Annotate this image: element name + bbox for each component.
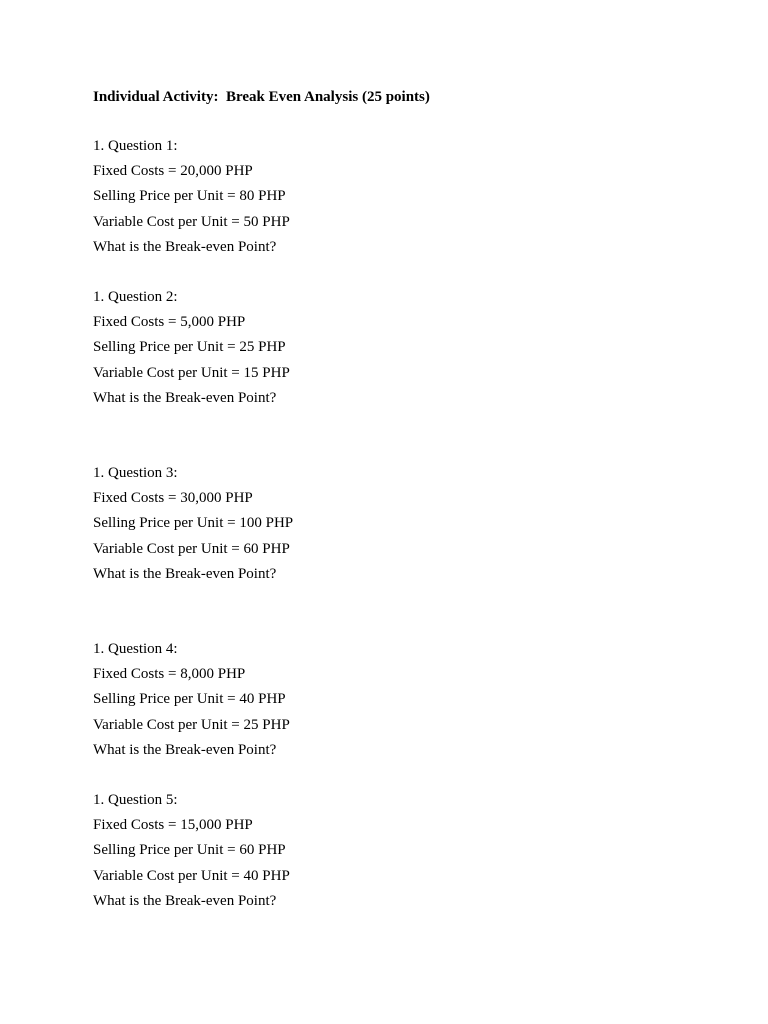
- fixed-costs-line: Fixed Costs = 20,000 PHP: [93, 163, 253, 180]
- fixed-costs-line: Fixed Costs = 15,000 PHP: [93, 817, 253, 834]
- selling-price-line: Selling Price per Unit = 25 PHP: [93, 339, 286, 356]
- variable-cost-line: Variable Cost per Unit = 40 PHP: [93, 867, 290, 884]
- question-heading: 1. Question 3:: [93, 465, 178, 481]
- variable-cost-line: Variable Cost per Unit = 50 PHP: [93, 213, 290, 230]
- selling-price-line: Selling Price per Unit = 40 PHP: [93, 691, 286, 708]
- variable-cost-line: Variable Cost per Unit = 15 PHP: [93, 364, 290, 381]
- question-heading: 1. Question 2:: [93, 289, 178, 305]
- selling-price-line: Selling Price per Unit = 80 PHP: [93, 188, 286, 205]
- question-4: [93, 637, 290, 763]
- question-heading: 1. Question 5:: [93, 792, 178, 808]
- break-even-prompt: What is the Break-even Point?: [93, 238, 277, 255]
- question-heading: 1. Question 1:: [93, 138, 178, 154]
- break-even-prompt: What is the Break-even Point?: [93, 741, 277, 758]
- break-even-prompt: What is the Break-even Point?: [93, 565, 277, 582]
- variable-cost-line: Variable Cost per Unit = 60 PHP: [93, 540, 290, 557]
- selling-price-line: Selling Price per Unit = 60 PHP: [93, 842, 286, 859]
- selling-price-line: Selling Price per Unit = 100 PHP: [93, 515, 294, 532]
- document-title: Individual Activity: Break Even Analysis (25 points): [93, 89, 430, 105]
- question-heading: 1. Question 4:: [93, 641, 178, 657]
- question-2: [93, 285, 290, 411]
- question-3: [93, 461, 293, 587]
- question-5: [93, 788, 290, 914]
- break-even-prompt: What is the Break-even Point?: [93, 389, 277, 406]
- question-1: [93, 134, 290, 260]
- break-even-prompt: What is the Break-even Point?: [93, 892, 277, 909]
- variable-cost-line: Variable Cost per Unit = 25 PHP: [93, 716, 290, 733]
- fixed-costs-line: Fixed Costs = 5,000 PHP: [93, 314, 246, 331]
- fixed-costs-line: Fixed Costs = 8,000 PHP: [93, 666, 246, 683]
- fixed-costs-line: Fixed Costs = 30,000 PHP: [93, 490, 253, 507]
